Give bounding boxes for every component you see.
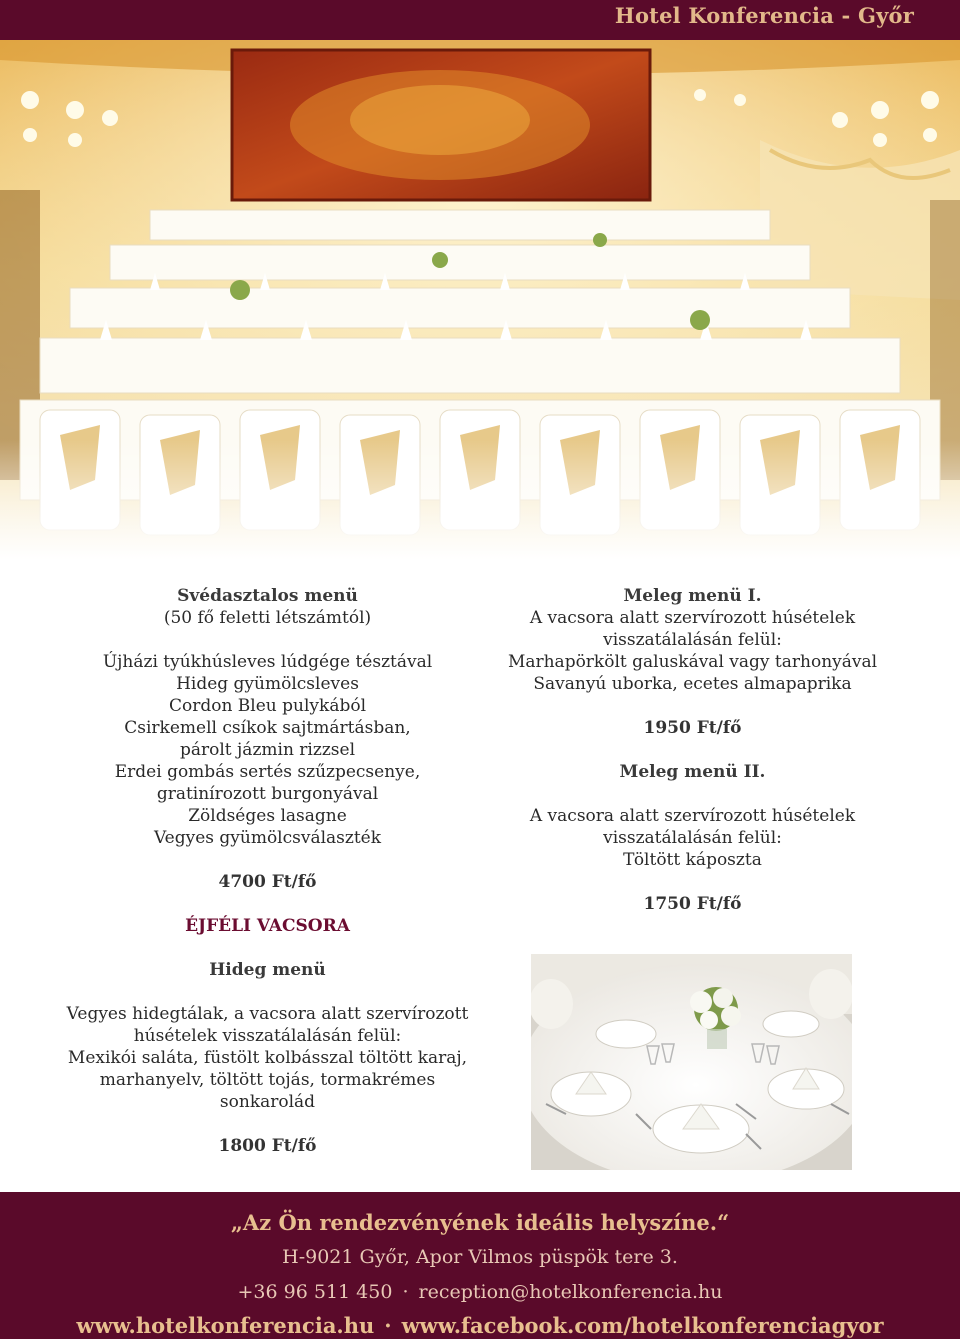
cold-menu-line: sonkarolád [219, 1092, 316, 1112]
cold-menu-price: 1800 Ft/fő [218, 1136, 317, 1156]
warm-menu-1-title: Meleg menü I. [623, 586, 762, 606]
menu-item: Cordon Bleu pulykából [168, 696, 367, 716]
header-bar [0, 0, 960, 40]
website-link[interactable]: www.hotelkonferencia.hu [76, 1313, 375, 1338]
menu-item: gratinírozott burgonyával [156, 784, 379, 804]
table-setting-photo [531, 954, 852, 1170]
cold-menu-line: Vegyes hidegtálak, a vacsora alatt szervírozott [66, 1004, 469, 1024]
menu-item: párolt jázmin rizzsel [179, 740, 356, 760]
footer-slogan: „Az Ön rendezvényének ideális helyszíne.“ [230, 1210, 730, 1235]
warm-menu-2-price: 1750 Ft/fő [643, 894, 742, 914]
warm-menu-line: A vacsora alatt szervírozott húsételek [529, 608, 856, 628]
warm-menu-1-price: 1950 Ft/fő [643, 718, 742, 738]
warm-menu-line: visszatálalásán felül: [603, 828, 782, 848]
warm-menu-2-title: Meleg menü II. [619, 762, 766, 782]
buffet-menu-column [40, 585, 495, 1157]
separator-dot: · [402, 1281, 409, 1303]
separator-dot: · [384, 1313, 392, 1338]
buffet-price: 4700 Ft/fő [218, 872, 317, 892]
facebook-link[interactable]: www.facebook.com/hotelkonferenciagyor [401, 1313, 884, 1338]
menu-item: Zöldséges lasagne [188, 806, 347, 826]
footer-contact [0, 1281, 960, 1303]
footer-web-links [0, 1313, 960, 1338]
menu-item: Hideg gyümölcsleves [176, 674, 359, 694]
menu-item: Vegyes gyümölcsválaszték [153, 828, 382, 848]
email-link[interactable]: reception@hotelkonferencia.hu [418, 1281, 723, 1303]
cold-menu-title: Hideg menü [209, 960, 326, 980]
warm-menu-line: Töltött káposzta [623, 850, 762, 870]
menu-item: Erdei gombás sertés szűzpecsenye, [114, 762, 421, 782]
buffet-title: Svédasztalos menü [177, 586, 358, 606]
warm-menu-line: visszatálalásán felül: [603, 630, 782, 650]
phone-number[interactable]: +36 96 511 450 [237, 1281, 393, 1303]
cold-menu-line: Mexikói saláta, füstölt kolbásszal töltött karaj, [67, 1048, 468, 1068]
banquet-hall-photo [0, 40, 960, 560]
menu-item: Csirkemell csíkok sajtmártásban, [124, 718, 411, 738]
cold-menu-line: marhanyelv, töltött tojás, tormakrémes [99, 1070, 436, 1090]
warm-menu-line: Savanyú uborka, ecetes almapaprika [533, 674, 852, 694]
warm-menu-line: A vacsora alatt szervírozott húsételek [529, 806, 856, 826]
buffet-subtitle: (50 fő feletti létszámtól) [163, 608, 372, 628]
warm-menu-line: Marhapörkölt galuskával vagy tarhonyával [507, 652, 878, 672]
cold-menu-line: húsételek visszatálalásán felül: [133, 1026, 402, 1046]
warm-menu-column [470, 585, 915, 915]
menu-item: Újházi tyúkhúsleves lúdgége tésztával [102, 652, 433, 672]
hotel-title: Hotel Konferencia - Győr [614, 3, 914, 28]
footer-address: H-9021 Győr, Apor Vilmos püspök tere 3. [282, 1246, 678, 1268]
footer-bar [0, 1192, 960, 1339]
midnight-title: ÉJFÉLI VACSORA [185, 916, 350, 936]
